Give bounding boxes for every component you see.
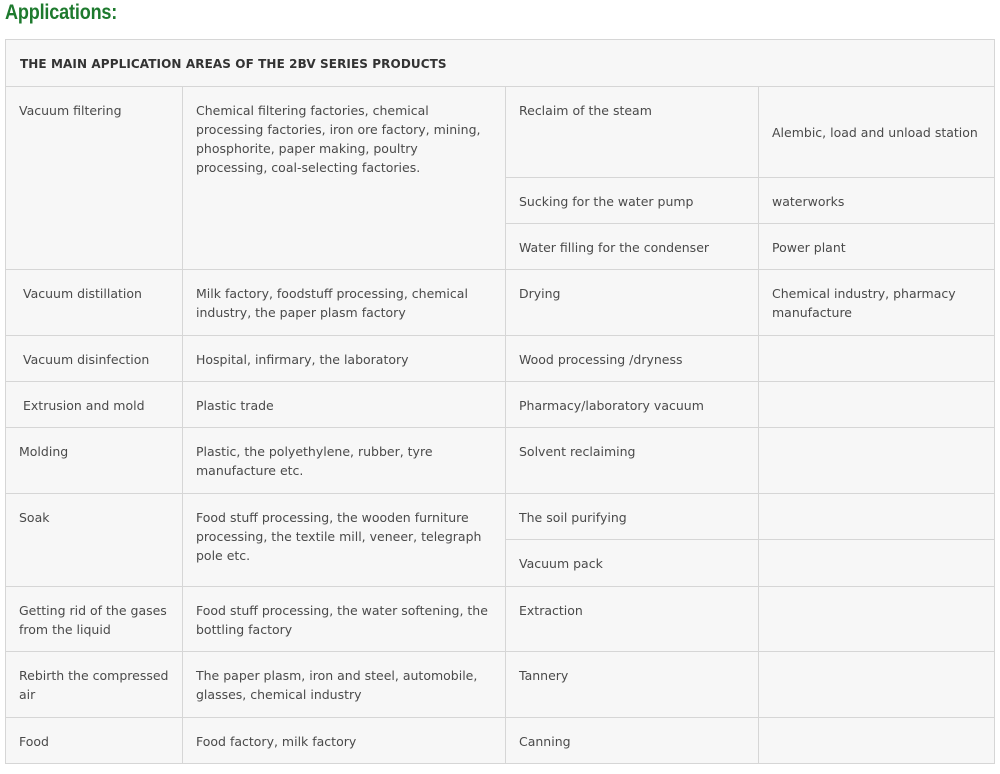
section-heading: Applications:: [5, 1, 118, 24]
table-cell-uses: Milk factory, foodstuff processing, chemical industry, the paper plasm factory: [183, 270, 506, 336]
table-cell-uses: [759, 587, 995, 652]
table-cell-area: Tannery: [506, 652, 759, 718]
table-cell-area: Molding: [6, 428, 183, 494]
table-title-row: [6, 40, 995, 87]
table-cell-uses: waterworks: [759, 178, 995, 224]
table-cell-uses: [759, 382, 995, 428]
table-cell-area: Canning: [506, 718, 759, 764]
table-cell-area: Rebirth the compressed air: [6, 652, 183, 718]
table-cell-uses: Plastic, the polyethylene, rubber, tyre manufacture etc.: [183, 428, 506, 494]
table-cell-uses: Chemical filtering factories, chemical processing factories, iron ore factory, mining, phosphorite, paper making, poultry processing, coal-selecting factories.: [183, 87, 506, 270]
table-cell-area: Reclaim of the steam: [506, 87, 759, 178]
table-cell-uses: [759, 336, 995, 382]
table-row: [6, 428, 995, 494]
table-cell-uses: Hospital, infirmary, the laboratory: [183, 336, 506, 382]
table-row: [6, 494, 995, 540]
table-cell-area: Water filling for the condenser: [506, 224, 759, 270]
table-cell-uses: [759, 718, 995, 764]
table-cell-uses: Power plant: [759, 224, 995, 270]
table-cell-area: Extraction: [506, 587, 759, 652]
table-cell-area: Drying: [506, 270, 759, 336]
table-row: [6, 652, 995, 718]
table-cell-area: Solvent reclaiming: [506, 428, 759, 494]
table-cell-area: Vacuum pack: [506, 540, 759, 587]
table-cell-area: The soil purifying: [506, 494, 759, 540]
applications-table: [5, 39, 995, 764]
table-row: [6, 382, 995, 428]
table-cell-area: Soak: [6, 494, 183, 587]
table-cell-area: Extrusion and mold: [6, 382, 183, 428]
table-title: THE MAIN APPLICATION AREAS OF THE 2BV SERIES PRODUCTS: [6, 40, 995, 87]
table-cell-area: Vacuum disinfection: [6, 336, 183, 382]
table-cell-area: Food: [6, 718, 183, 764]
table-cell-uses: Food stuff processing, the wooden furniture processing, the textile mill, veneer, telegraph pole etc.: [183, 494, 506, 587]
table-cell-area: Vacuum filtering: [6, 87, 183, 270]
table-cell-uses: [759, 540, 995, 587]
table-cell-area: Wood processing /dryness: [506, 336, 759, 382]
table-row: [6, 718, 995, 764]
table-cell-uses: Chemical industry, pharmacy manufacture: [759, 270, 995, 336]
table-cell-area: Getting rid of the gases from the liquid: [6, 587, 183, 652]
table-cell-uses: [759, 652, 995, 718]
table-cell-uses: [759, 428, 995, 494]
table-cell-uses: Alembic, load and unload station: [759, 87, 995, 178]
table-cell-uses: [759, 494, 995, 540]
table-cell-area: Sucking for the water pump: [506, 178, 759, 224]
table-row: [6, 270, 995, 336]
table-row: [6, 587, 995, 652]
table-row: [6, 87, 995, 178]
table-cell-uses: Food stuff processing, the water softening, the bottling factory: [183, 587, 506, 652]
table-cell-area: Vacuum distillation: [6, 270, 183, 336]
table-row: [6, 336, 995, 382]
table-cell-area: Pharmacy/laboratory vacuum: [506, 382, 759, 428]
table-cell-uses: Food factory, milk factory: [183, 718, 506, 764]
table-cell-uses: The paper plasm, iron and steel, automobile, glasses, chemical industry: [183, 652, 506, 718]
table-cell-uses: Plastic trade: [183, 382, 506, 428]
